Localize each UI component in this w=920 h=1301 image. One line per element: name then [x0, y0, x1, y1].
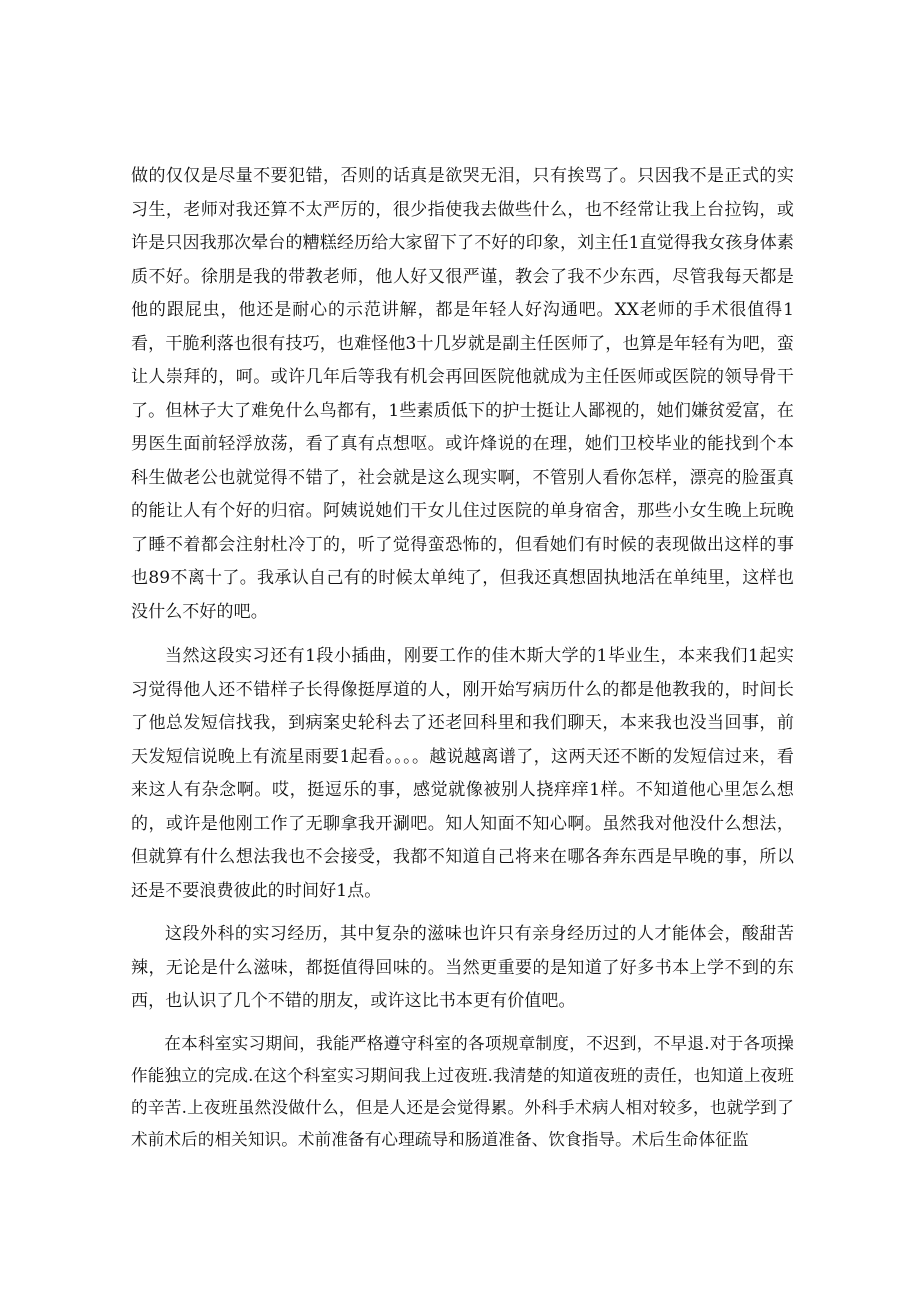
paragraph-2: 当然这段实习还有1段小插曲，刚要工作的佳木斯大学的1毕业生，本来我们1起实习觉得他人还不错样子长得像挺厚道的人，刚开始写病历什么的都是他教我的，时间长了他总发短信找我，到病案史轮科去了还老回科里和我们聊天，本来我也没当回事，前天发短信说晚上有流星雨要1起看。。。。越说越离谱了，这两天还不断的发短信过来，看来这人有杂念啊。哎，挺逗乐的事，感觉就像被别人挠痒痒1样。不知道他心里怎么想的，或许是他刚工作了无聊拿我开涮吧。知人知面不知心啊。虽然我对他没什么想法，但就算有什么想法我也不会接受，我都不知道自己将来在哪各奔东西是早晚的事，所以还是不要浪费彼此的时间好1点。 [131, 646, 794, 901]
paragraph-1: 做的仅仅是尽量不要犯错，否则的话真是欲哭无泪，只有挨骂了。只因我不是正式的实习生，老师对我还算不太严厉的，很少指使我去做些什么，也不经常让我上台拉钩，或许是只因我那次晕台的糟糕经历给大家留下了不好的印象，刘主任1直觉得我女孩身体素质不好。徐朋是我的带教老师，他人好又很严谨，教会了我不少东西，尽管我每天都是他的跟屁虫，他还是耐心的示范讲解，都是年轻人好沟通吧。XX老师的手术很值得1看，干脆利落也很有技巧，也难怪他3十几岁就是副主任医师了，也算是年轻有为吧，蛮让人崇拜的，呵。或许几年后等我有机会再回医院他就成为主任医师或医院的领导骨干了。但林子大了难免什么鸟都有，1些素质低下的护士挺让人鄙视的，她们嫌贫爱富，在男医生面前轻浮放荡，看了真有点想呕。或许烽说的在理，她们卫校毕业的能找到个本科生做老公也就觉得不错了，社会就是这么现实啊，不管别人看你怎样，漂亮的脸蛋真的能让人有个好的归宿。阿姨说她们干女儿住过医院的单身宿舍，那些小女生晚上玩晚了睡不着都会注射杜冷丁的，听了觉得蛮恐怖的，但看她们有时候的表现做出这样的事也89不离十了。我承认自己有的时候太单纯了，但我还真想固执地活在单纯里，这样也没什么不好的吧。 [131, 166, 794, 622]
document-body [131, 160, 794, 1156]
paragraph-4: 在本科室实习期间，我能严格遵守科室的各项规章制度，不迟到，不早退.对于各项操作能独立的完成.在这个科室实习期间我上过夜班.我清楚的知道夜班的责任，也知道上夜班的辛苦.上夜班虽然没做什么，但是人还是会觉得累。外科手术病人相对较多，也就学到了术前术后的相关知识。术前准备有心理疏导和肠道准备、饮食指导。术后生命体征监 [131, 1033, 794, 1149]
paragraph-3: 这段外科的实习经历，其中复杂的滋味也许只有亲身经历过的人才能体会，酸甜苦辣，无论是什么滋味，都挺值得回味的。当然更重要的是知道了好多书本上学不到的东西，也认识了几个不错的朋友，或许这比书本更有价值吧。 [131, 924, 794, 1011]
